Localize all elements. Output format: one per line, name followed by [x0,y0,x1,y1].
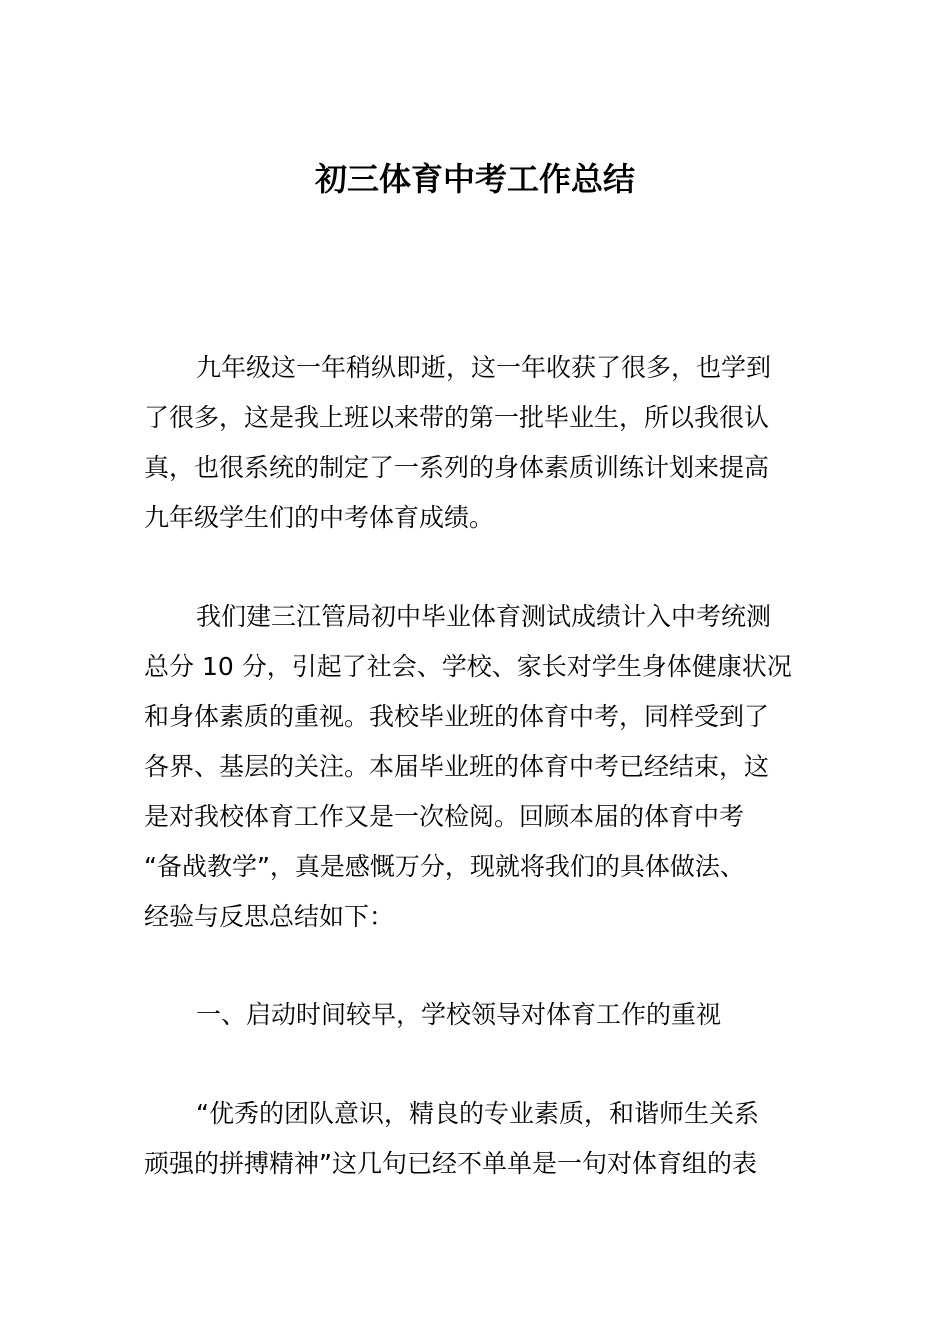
paragraph-1-line-1: 九年级这一年稍纵即逝，这一年收获了很多，也学到 [196,353,772,382]
paragraph-2-line-5: 是对我校体育工作又是一次检阅。回顾本届的体育中考 [144,802,745,831]
paragraph-2-line-2: 总分 10 分，引起了社会、学校、家长对学生身体健康状况 [144,652,792,681]
paragraph-4-line-2: 顽强的拼搏精神”这几句已经不单单是一句对体育组的表 [144,1149,757,1178]
paragraph-1-line-4: 九年级学生们的中考体育成绩。 [144,503,495,532]
paragraph-1-line-3: 真，也很系统的制定了一系列的身体素质训练计划来提高 [144,453,770,482]
paragraph-2-line-7: 经验与反思总结如下： [144,902,395,931]
paragraph-4-line-1: “优秀的团队意识，精良的专业素质，和谐师生关系 [196,1099,759,1128]
paragraph-2-line-1: 我们建三江管局初中毕业体育测试成绩计入中考统测 [196,602,772,631]
paragraph-2-line-6: “备战教学”，真是感慨万分，现就将我们的具体做法、 [144,852,745,881]
document-title: 初三体育中考工作总结 [314,160,635,198]
paragraph-2-line-3: 和身体素质的重视。我校毕业班的体育中考，同样受到了 [144,702,770,731]
paragraph-2-line-4: 各界、基层的关注。本届毕业班的体育中考已经结束，这 [144,752,770,781]
section-heading-1: 一、启动时间较早，学校领导对体育工作的重视 [196,1000,722,1029]
paragraph-1-line-2: 了很多，这是我上班以来带的第一批毕业生，所以我很认 [144,403,770,432]
